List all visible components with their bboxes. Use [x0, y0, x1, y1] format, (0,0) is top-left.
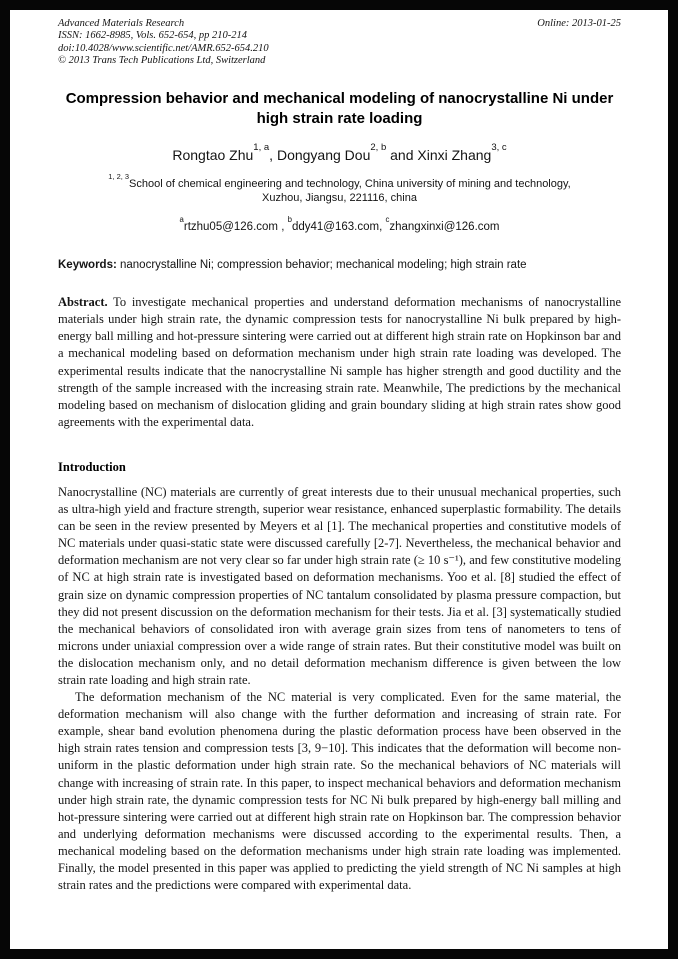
author-separator: ,	[269, 147, 277, 164]
email-sup: c	[385, 214, 390, 224]
journal-name: Advanced Materials Research	[58, 18, 185, 29]
issn-line: ISSN: 1662-8985, Vols. 652-654, pp 210-214	[58, 30, 247, 42]
affiliation-text-line2: Xuzhou, Jiangsu, 221116, china	[262, 192, 417, 205]
keywords-text: nanocrystalline Ni; compression behavior; mechanical modeling; high strain rate	[116, 259, 527, 272]
author-name: Xinxi Zhang	[417, 147, 492, 164]
abstract-paragraph	[58, 294, 621, 431]
author-name: Rongtao Zhu	[172, 147, 254, 164]
journal-header-left	[58, 18, 269, 67]
abstract-text: To investigate mechanical properties and understand deformation mechanisms of nanocrystalline materials under high strain rate, the dynamic compression tests for nanocrystalline Ni bulk prepared by high-energy ball milling and hot-pressure sintering were carried out at different high strain rate on Hopkinson bar and a mechanical modeling based on deformation mechanism under high strain rate loading was developed. The experimental results indicate that the nanocrystalline Ni sample has higher strength and good ductility and the strength of the sample increased with the increasing strain rate. Meanwhile, The predictions by the mechanical modeling based on mechanism of dislocation gliding and grain boundary sliding at high strain rates show good agreements with the experimental data.	[58, 295, 621, 429]
author-affil-mark: 2, b	[370, 142, 387, 154]
email-address: ddy41@163.com,	[291, 221, 386, 234]
copyright-line: © 2013 Trans Tech Publications Ltd, Switzerland	[58, 54, 266, 66]
paper-title: Compression behavior and mechanical modeling of nanocrystalline Ni under high strain rate loading	[65, 90, 614, 128]
email-sup: b	[287, 214, 292, 224]
emails-line	[58, 214, 621, 235]
doi-line: doi:10.4028/www.scientific.net/AMR.652-654.210	[58, 42, 269, 54]
email-address: zhangxinxi@126.com	[389, 221, 500, 234]
affiliation-sup: 1, 2, 3	[108, 172, 130, 182]
author-affil-mark: 3, c	[491, 142, 507, 154]
author-name: Dongyang Dou	[276, 147, 371, 164]
email-address: rtzhu05@126.com ,	[183, 221, 288, 234]
section-heading-introduction: Introduction	[58, 459, 126, 474]
author-affil-mark: 1, a	[253, 142, 270, 154]
introduction-paragraph-1: Nanocrystalline (NC) materials are currently of great interests due to their unusual mechanical properties, such as ultra-high yield and fracture strength, superior wear resistance, enhanced superplastic formability. The details can be seen in the review presented by Meyers et al [1]. The mechanical properties and constitutive models of NC materials under quasi-static state were discussed carefully [2-7]. Nevertheless, the mechanical behavior and deformation mechanism are not very clear so far under high strain rate (≥ 10 s⁻¹), and few constitutive modeling of NC at high strain rate is investigated based on deformation mechanisms. Yoo et al. [8] studied the effect of grain size on dynamic compression properties of NC tantalum consolidated by plasma pressure compaction, but they did not present discussion on the deformation mechanism for their tests. Jia et al. [3] systematically studied the mechanical behaviors of consolidated iron with average grain sizes from tens of nanometers to tens of microns under uniaxial compression over a wide range of strain rates. But their constitutive model was built on the dislocation mechanism only, and no detail deformation mechanism difference is given between the low strain rate loading and high strain rate.	[58, 484, 621, 687]
journal-header	[58, 18, 621, 67]
keywords-label: Keywords:	[58, 259, 117, 272]
author-separator: and	[386, 147, 418, 164]
email-sup: a	[179, 214, 184, 224]
affiliation-text-line1: School of chemical engineering and technology, China university of mining and technology,	[129, 178, 571, 191]
introduction-paragraph-2: The deformation mechanism of the NC material is very complicated. Even for the same material, the deformation mechanism will also change with the further deformation and increasing of strain rate. For example, shear band evolution phenomena during the plastic deformation process have been observed in the high strain rates tension and compression tests [3, 9−10]. This indicates that the deformation will become non-uniform in the plastic deformation under high strain rate. So the mechanical behaviors of NC materials will change with increasing of strain rate. In this paper, to inspect mechanical behaviors and deformation mechanism under high strain rate, the dynamic compression tests for NC Ni bulk prepared by high-energy ball milling and hot-pressure sintering were carried out at different high strain rate on Hopkinson bar. The compression behavior and underlying deformation mechanisms were discussed according to the experimental results. Then, a mechanical modeling based on the deformation mechanisms under high strain rate loading was implemented. Finally, the model presented in this paper was applied to predicting the yield strength of NC Ni samples at high strain rates and the predictions were compared with experimental data.	[58, 690, 621, 893]
online-date: Online: 2013-01-25	[537, 18, 621, 29]
abstract-label: Abstract.	[58, 295, 108, 310]
paper-page	[10, 10, 668, 949]
affiliation-line	[58, 172, 621, 205]
keywords-line	[58, 258, 621, 273]
authors-line	[58, 142, 621, 164]
